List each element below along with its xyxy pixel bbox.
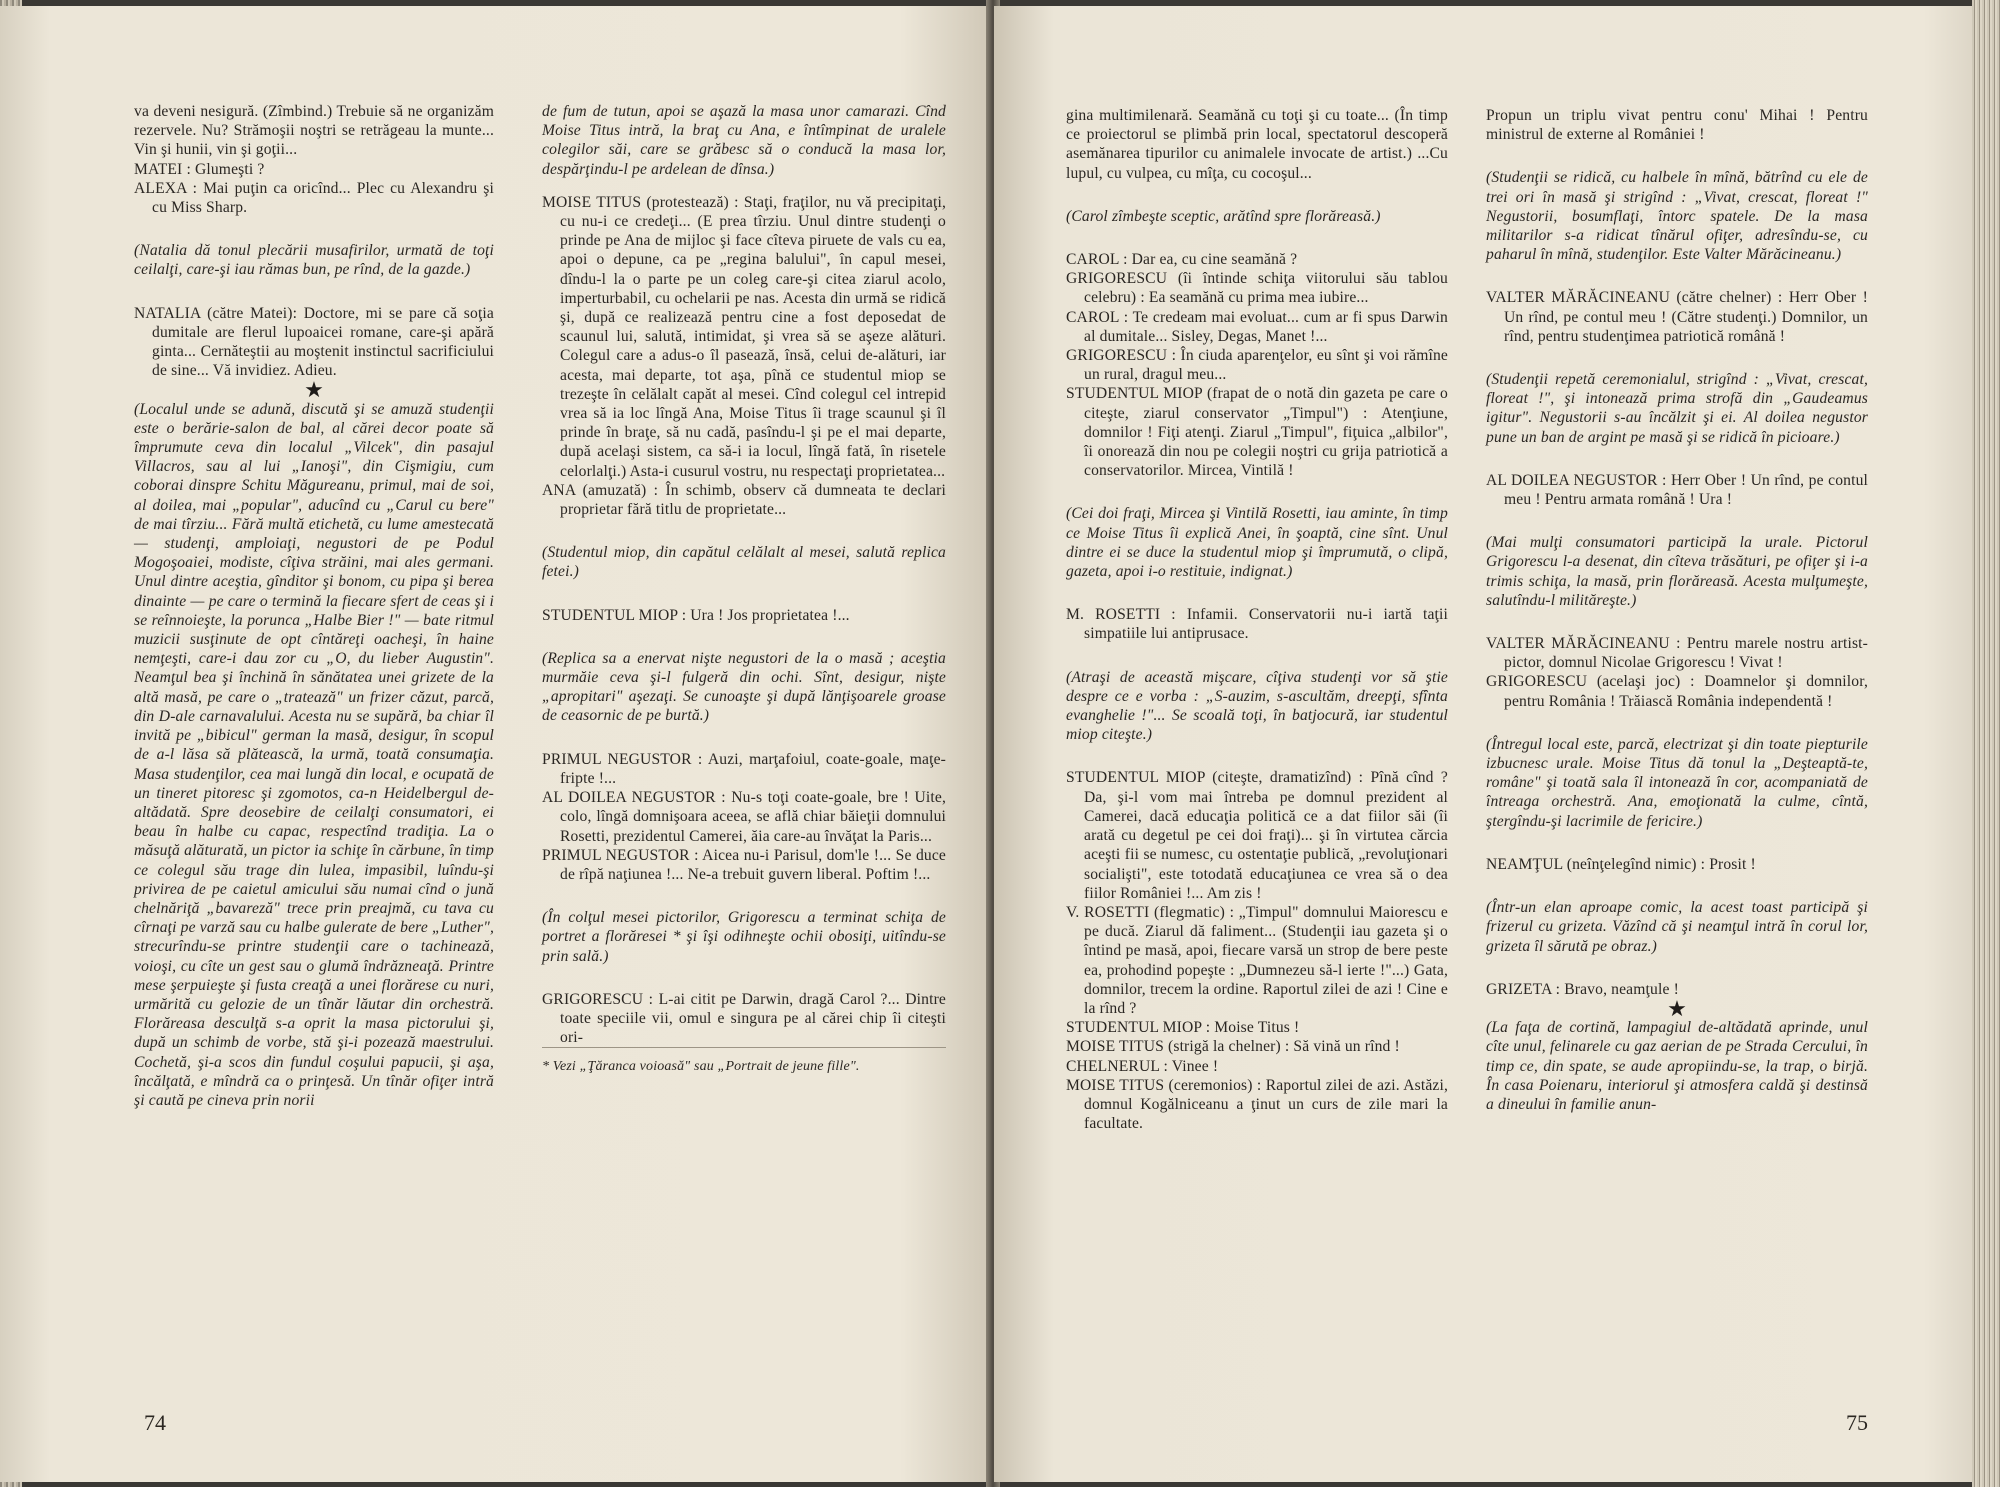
stage-direction: (Studenţii repetă ceremonialul, strigînd : „Vivat, crescat, floreat !", şi intonează prima strofă din „Gaudeamus igitur". Negustorii s-au încălzit şi ei. Al doilea negustor pune un ban de argint pe masă şi se ridică în picioare.) (1486, 371, 1868, 446)
speech-m-rosetti: M. ROSETTI : Infamii. Conservatorii nu-i iartă taţii simpatiile lui antiprusace. (1066, 606, 1448, 643)
stage-direction: (Cei doi fraţi, Mircea şi Vintilă Rosetti, iau aminte, în timp ce Moise Titus îi explică Anei, în şoaptă, cine sînt. Unul dintre ei se duce la studentul miop şi împrumută, o clipă, gazeta, apoi i-o restituie, indignat.) (1066, 505, 1448, 581)
page-number-right: 75 (1846, 1410, 1868, 1435)
section-star-divider: ★ (304, 377, 324, 403)
right-page-column-2 (1486, 106, 1868, 1114)
speech-al-doilea-negustor: AL DOILEA NEGUSTOR : Nu-s toţi coate-goale, bre ! Uite, colo, lîngă domnişoara aceea, se află chiar băieţii domnului Rosetti, prezidentul Camerei, ăia care-au învăţat la Paris... (542, 789, 946, 845)
section-star-divider: ★ (1667, 995, 1687, 1021)
speech-studentul-miop: STUDENTUL MIOP : Moise Titus ! (1066, 1019, 1300, 1037)
footnote: * Vezi „Ţăranca voioasă" sau „Portrait de jeune fille". (542, 1047, 946, 1075)
stage-direction: (Într-un elan aproape comic, la acest toast participă şi frizerul cu grizeta. Văzînd că şi neamţul intră în corul lor, grizeta îl sărută pe obraz.) (1486, 899, 1868, 955)
speech-moise-titus: MOISE TITUS (ceremonios) : Raportul zilei de azi. Astăzi, domnul Kogălniceanu a ţinut un curs de zile mari la facultate. (1066, 1076, 1448, 1133)
left-page (0, 6, 993, 1482)
speech-moise-titus: MOISE TITUS (strigă la chelner) : Să vină un rînd ! (1066, 1038, 1400, 1056)
speech-alexa: ALEXA : Mai puţin ca oricînd... Plec cu Alexandru şi cu Miss Sharp. (134, 179, 494, 217)
stage-direction-scene: (Localul unde se adună, discută şi se amuză studenţii este o berărie-salon de bal, al cărei decor poate să împrumute ceva din localul „Vilcek", din pasajul Villacros, sau al lui „Ianoşi", din Cişmigiu, cum coborai dinspre Schitu Măgureanu, primul, mai de soi, al doilea, mai „popular", aducînd cu „Carul cu bere" de mai tîrziu... Fără multă etichetă, cu lume amestecată — studenţi, amploiaţi, negustori de pe Podul Mogoşoaiei, modiste, cîţiva străini, mai ales germani. Unul dintre aceştia, gînditor şi bonom, cu pipa şi berea dinainte — pe care o termină la fiecare sfert de ceas şi i se reînnoieşte, la porunca „Halbe Bier !" — bate ritmul muzicii susţinute de opt cîntăreţi oacheşi, în haine nemţeşti, care-i dau zor cu „O, du lieber Augustin". Neamţul bea şi închină în sănătatea unei grizete de la altă masă, pe care o „tratează" un frizer căzut, parcă, din D-ale carnavalului. Acesta nu se supără, ba chiar îl invită pe „bibicul" german la masă, desigur, în scopul de a-l lăsa să plătească, la urmă, toată consumaţia. Masa studenţilor, cea mai lungă din local, e ocupată de un tineret pitoresc şi zgomotos, ca-n Heidelbergul de-altădată. Spre deosebire de ceilalţi consumatori, ei beau în halbe cu capac, respectînd tradiţia. La o măsuţă alăturată, un pictor ia schiţe în cărbune, în timp ce colegul său trage din lulea, impasibil, luîndu-şi privirea de pe caietul amicului său numai cînd o jună chelnăriţă „bavareză" trece prin preajmă, cu tava cu cîrnaţi pe varză sau cu halbe gulerate de bere „Luther", strecurîndu-se printre studenţii care o tachinează, voioşi, cu cîte un gest sau o glumă îndrăzneaţă. Printre mese şerpuieşte şi fusta creaţă a unei florărese cu nuri, urmărită cu gelozie de un tînăr lăutar din orchestră. Florăreasa desculţă s-a oprit la masa pictorului şi, după un schimb de vorbe, stă şi-i pozează maestrului. Cochetă, şi-a scos din fundul coşului papucii, şi aşa, încălţată, e mîndră ca o prinţesă. Un tînăr ofiţer intră şi caută pe cineva prin norii (134, 400, 494, 1109)
speech-primul-negustor: PRIMUL NEGUSTOR : Auzi, marţafoiul, coate-goale, maţe-fripte !... (542, 750, 946, 787)
stage-direction: de fum de tutun, apoi se aşază la masa unor camarazi. Cînd Moise Titus intră, la braţ cu Ana, e întîmpinat de uralele colegilor săi, care se grăbesc să o conducă la masa lor, despărţindu-l pe ardelean de dînsa.) (542, 103, 946, 178)
right-page (994, 6, 1972, 1482)
speech-natalia: NATALIA (către Matei): Doctore, mi se pare că soţia dumitale are flerul lupoaicei romane, care-şi apără ginta... Cernăteştii au moştenit instinctul sacrificiului de sine... Vă invidiez. Adieu. (134, 304, 494, 380)
text-block: va deveni nesigură. (Zîmbind.) Trebuie să ne organizăm rezervele. Nu? Strămoşii noştri se retrăgeau la munte... Vin şi hunii, vin şi goţii... (134, 103, 494, 159)
stage-direction: (Mai mulţi consumatori participă la urale. Pictorul Grigorescu l-a desenat, din cîteva trăsături, pe ofiţer şi i-a trimis schiţa, la masă, prin florăreasă. Acesta mulţumeşte, salutîndu-l milităreşte.) (1486, 534, 1868, 609)
stage-direction: (În colţul mesei pictorilor, Grigorescu a terminat schiţa de portret a florăresei * şi îşi odihneşte ochii obosiţi, uitîndu-se prin sală.) (542, 909, 946, 965)
left-page-column-1 (134, 102, 494, 1110)
page-number-left: 74 (144, 1410, 166, 1435)
right-page-column-1 (1066, 106, 1448, 1133)
stage-direction: (Atraşi de această mişcare, cîţiva studenţi vor să ştie despre ce e vorba : „S-auzim, s-ascultăm, dreepţi, sfînta evanghelie !"... Se scoală toţi, în batjocură, iar studentul miop citeşte.) (1066, 668, 1448, 744)
left-page-column-2 (542, 102, 946, 1075)
speech-grigorescu: GRIGORESCU : În ciuda aparenţelor, eu sînt şi voi rămîne un rural, dragul meu... (1066, 347, 1448, 384)
speech-grizeta: GRIZETA : Bravo, neamţule ! (1486, 980, 1679, 998)
page-edges-right (1972, 0, 2000, 1487)
stage-direction: (Natalia dă tonul plecării musafirilor, urmată de toţi ceilalţi, care-şi iau rămas bun, pe rînd, de la gazde.) (134, 242, 494, 279)
stage-direction: (Întregul local este, parcă, electrizat şi din toate piepturile izbucnesc urale. Moise Titus dă tonul la „Deşteaptă-te, române" şi toată sala îl intonează în cor, acompaniată de întreaga orchestră. Ana, emoţionată la culme, cîntă, ştergîndu-şi lacrimile de fericire.) (1486, 735, 1868, 830)
speech-v-rosetti: V. ROSETTI (flegmatic) : „Timpul" domnului Maiorescu e pe ducă. Ziarul dă faliment... (Studenţii iau gazeta şi o întind pe masă, apoi, fiecare varsă un strop de bere peste ea, prohodind popeşte : „Dumnezeu să-l ierte !"...) Gata, domnilor, trecem la ordine. Raportul zilei de azi ! Cine e la rînd ? (1066, 903, 1448, 1017)
speech-chelnerul: CHELNERUL : Vinee ! (1066, 1057, 1219, 1075)
speech-studentul-miop: STUDENTUL MIOP (frapat de o notă din gazeta pe care o citeşte, ziarul conservator „Timpul") : Atenţiune, domnilor ! Fiţi atenţi. Ziarul „Timpul", fiţuica „albilor", îi onorează din nou pe colegii noştri cu grija patriotică a conservatorilor. Mircea, Vintilă ! (1066, 385, 1448, 480)
stage-direction: (Replica sa a enervat nişte negustori de la o masă ; aceştia murmăie ceva şi-l fulgeră din ochi. Sînt, desigur, nişte „apropitari" aşezaţi. Se cunoaşte şi după lănţişoarele groase de ceasornic de pe burtă.) (542, 649, 946, 725)
stage-direction: (Studentul miop, din capătul celălalt al mesei, salută replica fetei.) (542, 544, 946, 581)
text-block: Propun un triplu vivat pentru conu' Mihai ! Pentru ministrul de externe al României ! (1486, 107, 1868, 144)
speech-grigorescu: GRIGORESCU : L-ai citit pe Darwin, dragă Carol ?... Dintre toate speciile vii, omul e singura pe al cărei chip îi citeşti ori- (542, 990, 946, 1047)
speech-neamtul: NEAMŢUL (neînţelegînd nimic) : Prosit ! (1486, 855, 1756, 873)
speech-grigorescu: GRIGORESCU (îi întinde schiţa viitorului său tablou celebru) : Ea seamănă cu prima mea iubire... (1066, 270, 1448, 307)
speech-moise-titus: MOISE TITUS (protestează) : Staţi, fraţilor, nu vă precipitaţi, cu nu-i ce credeţi... (E prea tîrziu. Unul dintre studenţi o prinde pe Ana de mijloc şi face cîteva piruete de vals cu ea, apoi o depune, ca pe „regina balului", în capul mesei, dîndu-l la o parte pe un coleg care-şi citea ziarul acolo, imperturbabil, cu ochelarii pe nas. Acesta din urmă se ridică şi, după ce realizează pentru cine a fost deposedat de scaunul lui, salută, intimidat, şi vrea să se aşeze alături. Colegul care a adus-o îl pasează, însă, celui de-alături, iar acesta, mai departe, tot aşa, pînă ce studentul miop se trezeşte în celălalt capăt al mesei. Cînd colegul cel intrepid vrea să ia loc lîngă Ana, Moise Titus îi trage scaunul şi îl prinde în braţe, să nu cadă, pasîndu-l şi pe el mai departe, după acelaşi sistem, ca să-i ia locul, lîngă fată, în risetele celorlalţi.) Asta-i cusurul vostru, nu respectaţi proprietatea... (542, 193, 946, 480)
speech-valter-maracineanu: VALTER MĂRĂCINEANU : Pentru marele nostru artist-pictor, domnul Nicolae Grigorescu ! Vivat ! (1486, 635, 1868, 672)
speech-carol: CAROL : Dar ea, cu cine seamănă ? (1066, 251, 1298, 269)
stage-direction: (Carol zîmbeşte sceptic, arătînd spre florăreasă.) (1066, 207, 1381, 225)
speech-primul-negustor: PRIMUL NEGUSTOR : Aicea nu-i Parisul, dom'le !... Se duce de rîpă naţiunea !... Ne-a trebuit guvern liberal. Poftim !... (542, 846, 946, 883)
speech-carol: CAROL : Te credeam mai evoluat... cum ar fi spus Darwin al dumitale... Sisley, Degas, Manet !... (1066, 308, 1448, 345)
stage-direction-scene: (La faţa de cortină, lampagiul de-altădată aprinde, unul cîte unul, felinarele cu gaz aerian de pe Strada Cercului, în timp ce, din spate, se aude apropiindu-se, la trap, o birjă. În casa Poienaru, interiorul şi atmosfera caldă şi destinsă a dineului în familie anun- (1486, 1019, 1868, 1113)
speech-grigorescu: GRIGORESCU (acelaşi joc) : Doamnelor şi domnilor, pentru România ! Trăiască România independentă ! (1486, 673, 1868, 710)
stage-direction: (Studenţii se ridică, cu halbele în mînă, bătrînd cu ele de trei ori în masă şi strigînd : „Vivat, crescat, floreat !" Negustorii, bosumflaţi, întorc spatele. De la masa militarilor s-a ridicat tînărul ofiţer, adresîndu-se, cu paharul în mînă, studenţilor. Este Valter Mărăcineanu.) (1486, 169, 1868, 264)
speech-matei: MATEI : Glumeşti ? (134, 160, 265, 178)
speech-studentul-miop: STUDENTUL MIOP : Ura ! Jos proprietatea !... (542, 606, 850, 624)
speech-ana: ANA (amuzată) : În schimb, observ că dumneata te declari proprietar fără titlu de proprietate... (542, 481, 946, 519)
text-block: gina multimilenară. Seamănă cu toţi şi cu toate... (În timp ce proiectorul se plimbă prin local, spectatorul descoperă asemănarea tipurilor cu animalele invocate de artist.) ...Cu lupul, cu vulpea, cu mîţa, cu cocoşul... (1066, 107, 1448, 182)
speech-valter-maracineanu: VALTER MĂRĂCINEANU (către chelner) : Herr Ober ! Un rînd, pe contul meu ! (Către studenţi.) Domnilor, un rînd, pentru studenţimea patriotică română ! (1486, 289, 1868, 345)
speech-al-doilea-negustor: AL DOILEA NEGUSTOR : Herr Ober ! Un rînd, pe contul meu ! Pentru armata română ! Ura ! (1486, 471, 1868, 509)
speech-studentul-miop: STUDENTUL MIOP (citeşte, dramatizînd) : Pînă cînd ? Da, şi-l vom mai întreba pe domnul prezident al Camerei, dacă educaţia politică ce a dat fiilor săi (îi arată cu degetul pe cei doi fraţi)... şi în virtutea cărcia aceşti fii se numesc, cu ostentaţie publică, „revoluţionari socialişti", este totodată educaţiunea ce vrea să o dea fiilor României !... Am zis ! (1066, 769, 1448, 902)
